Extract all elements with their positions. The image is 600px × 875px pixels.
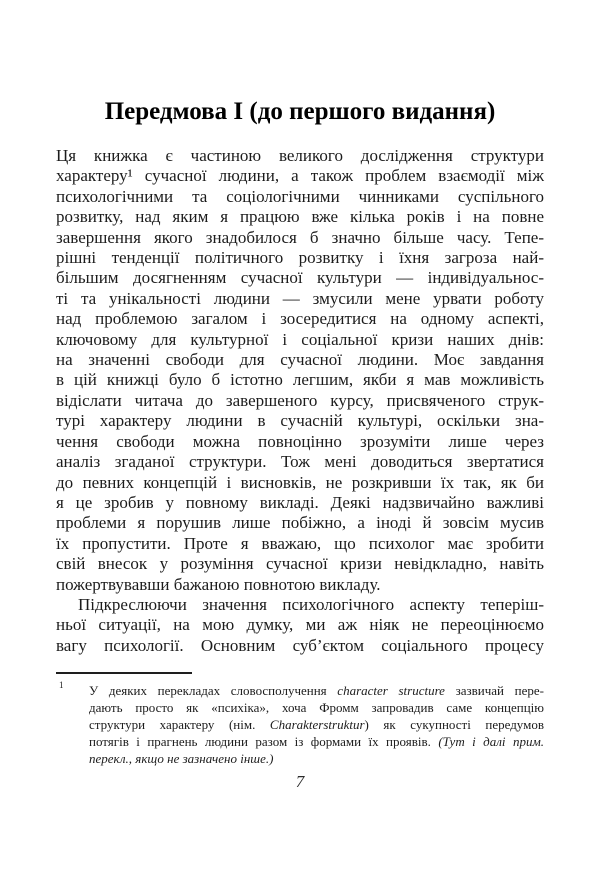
page-title: Передмова I (до першого видання) [104, 98, 496, 125]
text-line: дають просто як «психіка», хоча Фромм запровадив саме концепцію [89, 700, 544, 716]
text-line: ньої ситуації, на мою думку, ми аж ніяк не переоцінюємо [56, 615, 544, 635]
page-content [56, 0, 544, 767]
text-line: розвитку, над яким я працюю вже кілька років і на повне [56, 207, 544, 227]
text-line: Підкреслюючи значення психологічного аспекту теперіш- [78, 594, 544, 614]
text-line: Ця книжка є частиною великого дослідження структури [56, 146, 544, 165]
text-line: на значенні свободи для сучасної людини. Моє завдання [56, 350, 544, 370]
footnote-text [89, 682, 544, 767]
text-line: в цій книжці було б істотно легшим, якби я мав можливість [56, 370, 544, 390]
text-line: я це зробив у повному викладі. Деякі надзвичайно важливі [56, 492, 544, 512]
text-line: чення свободи можна повноцінно зрозуміти лише через [56, 431, 544, 451]
text-line: завершення якого знадобилося б значно більше часу. Тепе- [56, 227, 544, 247]
text-line: більшим досягненням сучасної культури — індивідуальнос- [56, 268, 544, 288]
text-line: до певних концепцій і висновків, не розкривши їх так, як би [56, 472, 544, 492]
text-line: структури характеру (нім. Charakterstruktur) як сукупності передумов [89, 717, 545, 733]
text-line: вагу психології. Основним суб’єктом соціального процесу [56, 635, 544, 655]
footnote [56, 682, 544, 767]
text-line: психологічними та соціологічними чинниками суспільного [56, 186, 544, 206]
footnote-marker: 1 [59, 680, 64, 691]
text-line: характеру¹ сучасної людини, а також проблем взаємодії між [56, 166, 544, 186]
text-line: турі характеру людини в сучасній культурі, оскільки зна- [56, 411, 544, 431]
text-line: потягів і прагнень людини разом із формами їх проявів. (Тут і далі прим. [89, 734, 545, 750]
text-line: над проблемою загалом і зосередитися на одному аспекті, [56, 309, 544, 329]
text-line: ключовому для культурної і соціальної кризи наших днів: [56, 329, 544, 349]
text-line: аналіз згаданої структури. Тож мені доводиться звертатися [56, 452, 544, 472]
footnote-divider [56, 672, 192, 674]
text-line: їх пропустити. Проте я вважаю, що психолог має зробити [56, 533, 544, 553]
body-text [56, 146, 544, 656]
text-line: рішні тенденції політичного розвитку і їхня загроза най- [56, 248, 544, 268]
text-line: проблеми я порушив лише побіжно, а іноді й зовсім мусив [56, 513, 544, 533]
text-line: пожертвувавши бажаною повнотою викладу. [56, 574, 381, 594]
page-number: 7 [295, 772, 305, 791]
text-line: ті та унікальності людини — змусили мене урвати роботу [56, 288, 544, 308]
text-line: перекл., якщо не зазначено інше.) [89, 751, 274, 767]
text-line: У деяких перекладах словосполучення character structure зазвичай пере- [89, 683, 544, 699]
text-line: свій внесок у розуміння сучасної кризи невідкладно, навіть [56, 554, 544, 574]
text-line: відіслати читача до завершеного курсу, присвяченого струк- [56, 390, 544, 410]
